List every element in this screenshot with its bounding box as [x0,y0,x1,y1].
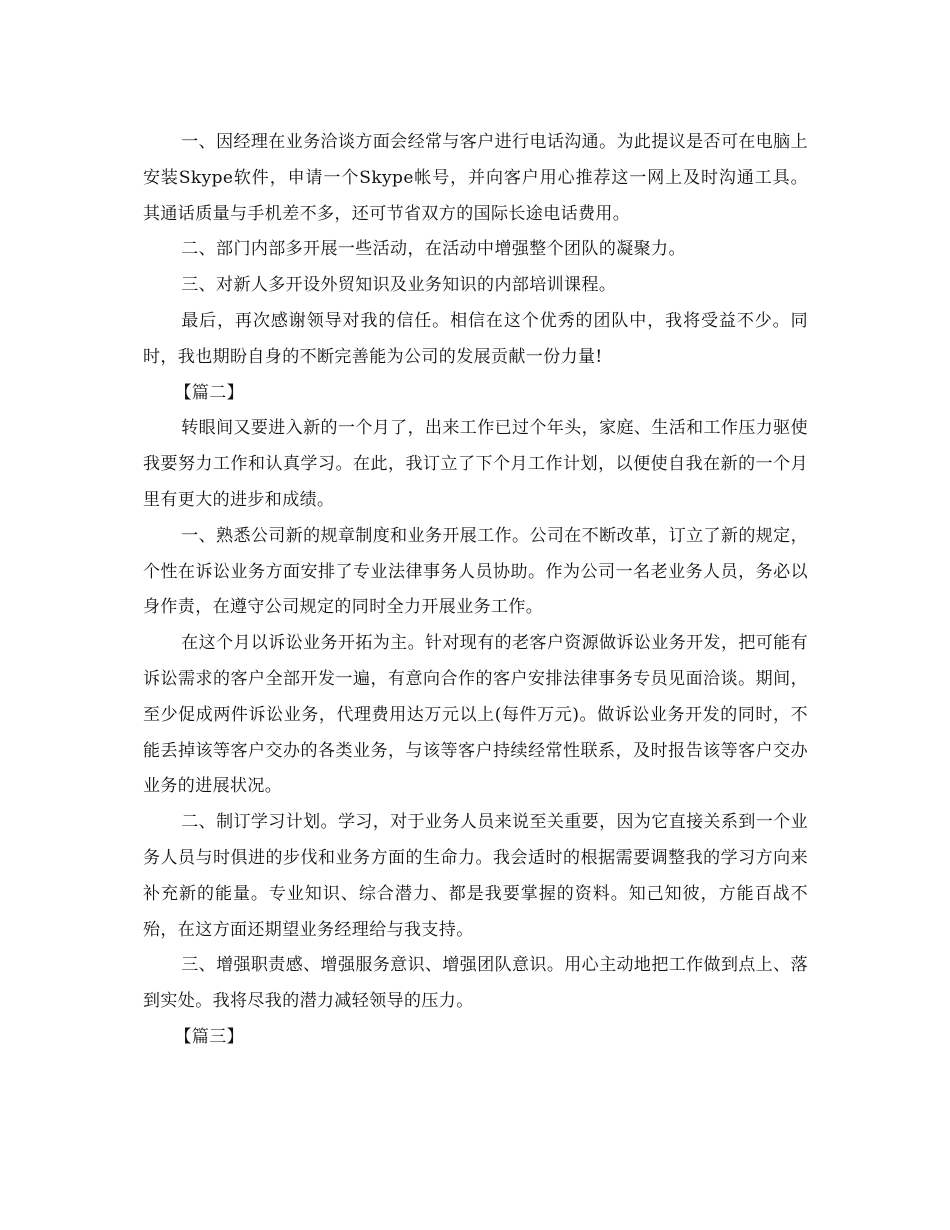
paragraph-intro-monthly-plan: 转眼间又要进入新的一个月了，出来工作已过个年头，家庭、生活和工作压力驱使我要努力工作和认真学习。在此，我订立了下个月工作计划，以便使自我在新的一个月里有更大的进步和成绩。 [143,418,808,510]
section-heading-part-two: 【篇二】 [174,382,245,403]
document-body [143,125,808,1056]
paragraph-plan-item-three: 三、增强职责感、增强服务意识、增强团队意识。用心主动地把工作做到点上、落到实处。我将尽我的潜力减轻领导的压力。 [143,955,808,1012]
paragraph-plan-item-one: 一、熟悉公司新的规章制度和业务开展工作。公司在不断改革，订立了新的规定，个性在诉讼业务方面安排了专业法律事务人员协助。作为公司一名老业务人员，务必以身作责，在遵守公司规定的同时全力开展业务工作。 [143,525,808,618]
paragraph-litigation-business: 在这个月以诉讼业务开拓为主。针对现有的老客户资源做诉讼业务开发，把可能有诉讼需求的客户全部开发一遍，有意向合作的客户安排法律事务专员见面洽谈。期间，至少促成两件诉讼业务，代理费用达万元以上(每件万元)。做诉讼业务开发的同时，不能丢掉该等客户交办的各类业务，与该等客户持续经常性联系，及时报告该等客户交办业务的进展状况。 [143,633,808,797]
paragraph-suggestion-training: 三、对新人多开设外贸知识及业务知识的内部培训课程。 [181,275,617,296]
paragraph-suggestion-skype: 一、因经理在业务洽谈方面会经常与客户进行电话沟通。为此提议是否可在电脑上安装Skype软件，申请一个Skype帐号，并向客户用心推荐这一网上及时沟通工具。其通话质量与手机差不多，还可节省双方的国际长途电话费用。 [143,132,808,224]
paragraph-closing-thanks: 最后，再次感谢领导对我的信任。相信在这个优秀的团队中，我将受益不少。同时，我也期盼自身的不断完善能为公司的发展贡献一份力量! [143,310,808,367]
paragraph-plan-item-two: 二、制订学习计划。学习，对于业务人员来说至关重要，因为它直接关系到一个业务人员与时俱进的步伐和业务方面的生命力。我会适时的根据需要调整我的学习方向来补充新的能量。专业知识、综合潜力、都是我要掌握的资料。知己知彼，方能百战不殆，在这方面还期望业务经理给与我支持。 [143,812,808,940]
paragraph-suggestion-activities: 二、部门内部多开展一些活动，在活动中增强整个团队的凝聚力。 [181,239,686,260]
section-heading-part-three: 【篇三】 [174,1026,245,1047]
